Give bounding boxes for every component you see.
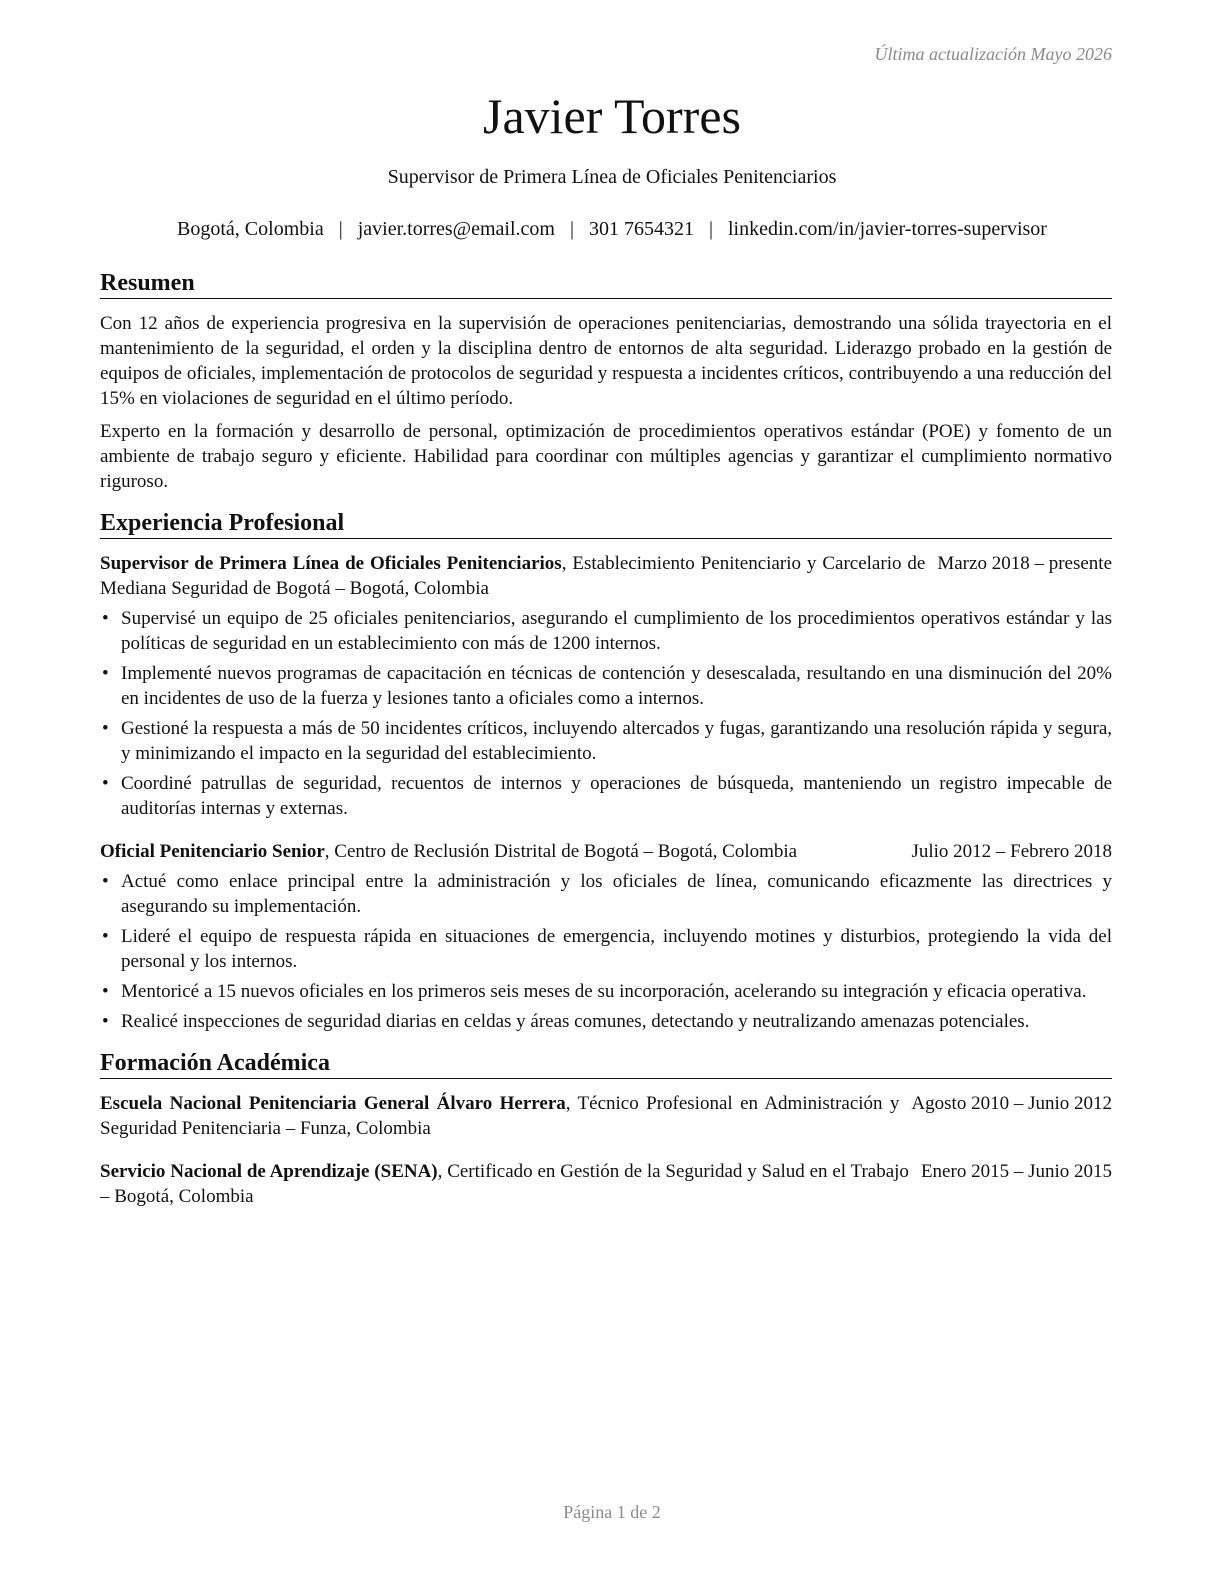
job-entry (100, 839, 1112, 1034)
bullet-icon: • (102, 663, 109, 684)
education-entry (100, 1159, 1112, 1209)
last-updated-label: Última actualización Mayo 2026 (874, 44, 1112, 64)
education-dates: Agosto 2010 – Junio 2012 (911, 1093, 1112, 1114)
bullet-text: Realicé inspecciones de seguridad diarias en celdas y áreas comunes, detectando y neutralizando amenazas potenciales. (121, 1011, 1030, 1032)
job-header (100, 551, 1112, 601)
list-item (100, 716, 1112, 766)
bullet-icon: • (102, 1011, 109, 1032)
bullet-text: Gestioné la respuesta a más de 50 incidentes críticos, incluyendo altercados y fugas, garantizando una resolución rápida y segura, y minimizando el impacto en la seguridad del establecimiento. (121, 718, 1112, 764)
contact-location: Bogotá, Colombia (177, 218, 324, 240)
contact-line (0, 218, 1224, 241)
bullet-icon: • (102, 718, 109, 739)
education-detail: , Certificado en Gestión de la Seguridad y Salud en el Trabajo – Bogotá, Colombia (100, 1161, 909, 1207)
contact-separator: | (569, 218, 574, 240)
bullet-text: Coordiné patrullas de seguridad, recuentos de internos y operaciones de búsqueda, manteniendo un registro impecable de auditorías internas y externas. (121, 773, 1112, 819)
list-item (100, 661, 1112, 711)
bullet-text: Implementé nuevos programas de capacitación en técnicas de contención y desescalada, resultando en una disminución del 20% en incidentes de uso de la fuerza y lesiones tanto a oficiales como a internos. (121, 663, 1112, 709)
bullet-text: Lideré el equipo de respuesta rápida en situaciones de emergencia, incluyendo motines y disturbios, protegiendo la vida del personal y los internos. (121, 926, 1112, 972)
job-organization: , Establecimiento Penitenciario y Carcelario de Mediana Seguridad de Bogotá – Bogotá, Colombia (100, 553, 926, 599)
bullet-text: Mentoricé a 15 nuevos oficiales en los primeros seis meses de su incorporación, acelerando su integración y eficacia operativa. (121, 981, 1087, 1002)
education-dates: Enero 2015 – Junio 2015 (920, 1161, 1112, 1182)
section-title-experience: Experiencia Profesional (100, 508, 1112, 539)
experience-section (100, 508, 1112, 1034)
education-heading (100, 1159, 921, 1209)
contact-separator: | (708, 218, 713, 240)
contact-email[interactable]: javier.torres@email.com (357, 218, 555, 240)
candidate-title: Supervisor de Primera Línea de Oficiales Penitenciarios (387, 166, 837, 188)
job-organization: , Centro de Reclusión Distrital de Bogotá – Bogotá, Colombia (324, 841, 798, 862)
section-title-summary: Resumen (100, 268, 1112, 299)
list-item (100, 606, 1112, 656)
summary-paragraph: Con 12 años de experiencia progresiva en la supervisión de operaciones penitenciarias, demostrando una sólida trayectoria en el mantenimiento de la seguridad, el orden y la disciplina dentro de entornos de alta seguridad. Liderazgo probado en la gestión de equipos de oficiales, implementación de protocolos de seguridad y respuesta a incidentes críticos, contribuyendo a una reducción del 15% en violaciones de seguridad en el último período. (100, 313, 1112, 409)
bullet-icon: • (102, 773, 109, 794)
education-header (100, 1091, 1112, 1141)
candidate-name: Javier Torres (483, 88, 741, 144)
bullet-icon: • (102, 608, 109, 629)
job-dates: Marzo 2018 – presente (937, 553, 1112, 574)
list-item (100, 869, 1112, 919)
job-bullet-list (100, 606, 1112, 821)
bullet-text: Supervisé un equipo de 25 oficiales penitenciarios, asegurando el cumplimiento de los procedimientos operativos estándar y las políticas de seguridad en un establecimiento con más de 1200 internos. (121, 608, 1112, 654)
bullet-icon: • (102, 981, 109, 1002)
education-heading (100, 1091, 911, 1141)
bullet-icon: • (102, 926, 109, 947)
bullet-icon: • (102, 871, 109, 892)
contact-separator: | (338, 218, 343, 240)
resume-content (100, 268, 1112, 1223)
contact-linkedin[interactable]: linkedin.com/in/javier-torres-supervisor (728, 218, 1047, 240)
list-item (100, 924, 1112, 974)
job-entry (100, 551, 1112, 821)
education-school: Escuela Nacional Penitenciaria General Álvaro Herrera (100, 1093, 566, 1114)
job-role: Oficial Penitenciario Senior (100, 841, 325, 862)
section-title-education: Formación Académica (100, 1048, 1112, 1079)
job-header (100, 839, 1112, 864)
summary-section (100, 268, 1112, 494)
education-entry (100, 1091, 1112, 1141)
education-section (100, 1048, 1112, 1209)
job-role: Supervisor de Primera Línea de Oficiales Penitenciarios (100, 553, 562, 574)
job-bullet-list (100, 869, 1112, 1034)
list-item (100, 1009, 1112, 1034)
bullet-text: Actué como enlace principal entre la administración y los oficiales de línea, comunicando eficazmente las directrices y asegurando su implementación. (121, 871, 1112, 917)
education-detail: , Técnico Profesional en Administración y Seguridad Penitenciaria – Funza, Colombia (100, 1093, 900, 1139)
list-item (100, 979, 1112, 1004)
list-item (100, 771, 1112, 821)
education-header (100, 1159, 1112, 1209)
job-heading (100, 551, 937, 601)
education-school: Servicio Nacional de Aprendizaje (SENA) (100, 1161, 438, 1182)
contact-phone: 301 7654321 (588, 218, 694, 240)
job-dates: Julio 2012 – Febrero 2018 (911, 841, 1112, 862)
page-number: Página 1 de 2 (563, 1502, 661, 1522)
summary-paragraph: Experto en la formación y desarrollo de personal, optimización de procedimientos operativos estándar (POE) y fomento de un ambiente de trabajo seguro y eficiente. Habilidad para coordinar con múltiples agencias y garantizar el cumplimiento normativo riguroso. (100, 421, 1112, 492)
job-heading (100, 839, 911, 864)
